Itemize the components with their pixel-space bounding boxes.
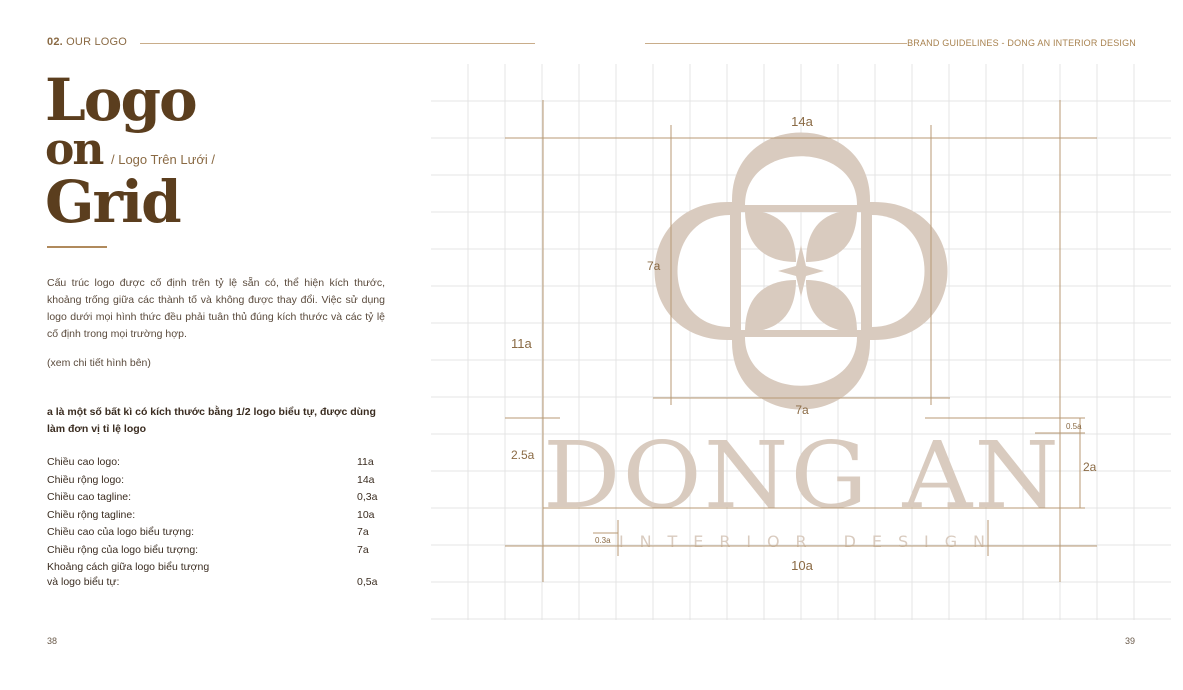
- spec-label: Chiều cao logo:: [47, 456, 120, 468]
- dimension-label-7a-vertical: 7a: [647, 259, 661, 273]
- dimension-label-10a: 10a: [791, 558, 813, 573]
- spec-value: 0,3a: [357, 491, 378, 503]
- dimension-label-0-3a: 0.3a: [595, 536, 611, 545]
- description-paragraph: Cấu trúc logo được cố định trên tỷ lệ sẵn có, thể hiện kích thước, khoảng trống giữa các thành tố và không được thay đổi. Việc sử dụng logo dưới mọi hình thức đều phải tuân thủ đúng kích thước và các tỷ lệ cố định trong mọi trường hợp.: [47, 277, 385, 340]
- logo-wordmark: DONG AN: [543, 422, 1061, 529]
- spec-value: 11a: [357, 456, 374, 468]
- section-title: OUR LOGO: [66, 36, 128, 48]
- document-title: BRAND GUIDELINES - DONG AN INTERIOR DESIGN: [907, 38, 1136, 48]
- spec-value: 10a: [357, 508, 375, 521]
- spec-label: Chiều rộng của logo biểu tượng:: [47, 543, 199, 556]
- page-number-left: 38: [47, 636, 58, 646]
- page-title-line-3: Grid: [45, 168, 180, 236]
- dimension-label-2a: 2a: [1083, 460, 1097, 474]
- dimension-label-0-5a: 0.5a: [1066, 422, 1082, 431]
- see-detail-note: (xem chi tiết hình bên): [47, 357, 151, 369]
- dimension-label-14a: 14a: [791, 114, 813, 129]
- logo-tagline: INTERIOR DESIGN: [619, 532, 985, 551]
- spec-label: Khoảng cách giữa logo biểu tượng và logo biểu tự:: [47, 561, 210, 588]
- spec-label: Chiều cao tagline:: [47, 491, 132, 503]
- dimension-label-2-5a: 2.5a: [511, 448, 535, 462]
- dimension-label-11a: 11a: [511, 336, 532, 351]
- spec-label: Chiều rộng logo:: [47, 473, 125, 486]
- page-title-line-2: on: [45, 124, 103, 175]
- dimension-label-7a-horizontal: 7a: [795, 403, 809, 417]
- unit-definition: a là một số bất kì có kích thước bằng 1/2 logo biểu tự, được dùng làm đơn vị tỉ lệ logo: [47, 406, 376, 435]
- spec-value: 7a: [357, 543, 369, 556]
- spec-value: 0,5a: [357, 576, 378, 588]
- spec-value: 7a: [357, 526, 369, 538]
- logo-emblem: [655, 133, 948, 410]
- spec-label: Chiều cao của logo biểu tượng:: [47, 526, 195, 538]
- section-number: 02.: [47, 36, 63, 48]
- spec-label: Chiều rộng tagline:: [47, 508, 136, 521]
- page-title-line-1: Logo: [45, 66, 196, 134]
- spec-value: 14a: [357, 473, 375, 486]
- page-number-right: 39: [1125, 636, 1136, 646]
- page-subtitle: / Logo Trên Lưới /: [111, 152, 215, 167]
